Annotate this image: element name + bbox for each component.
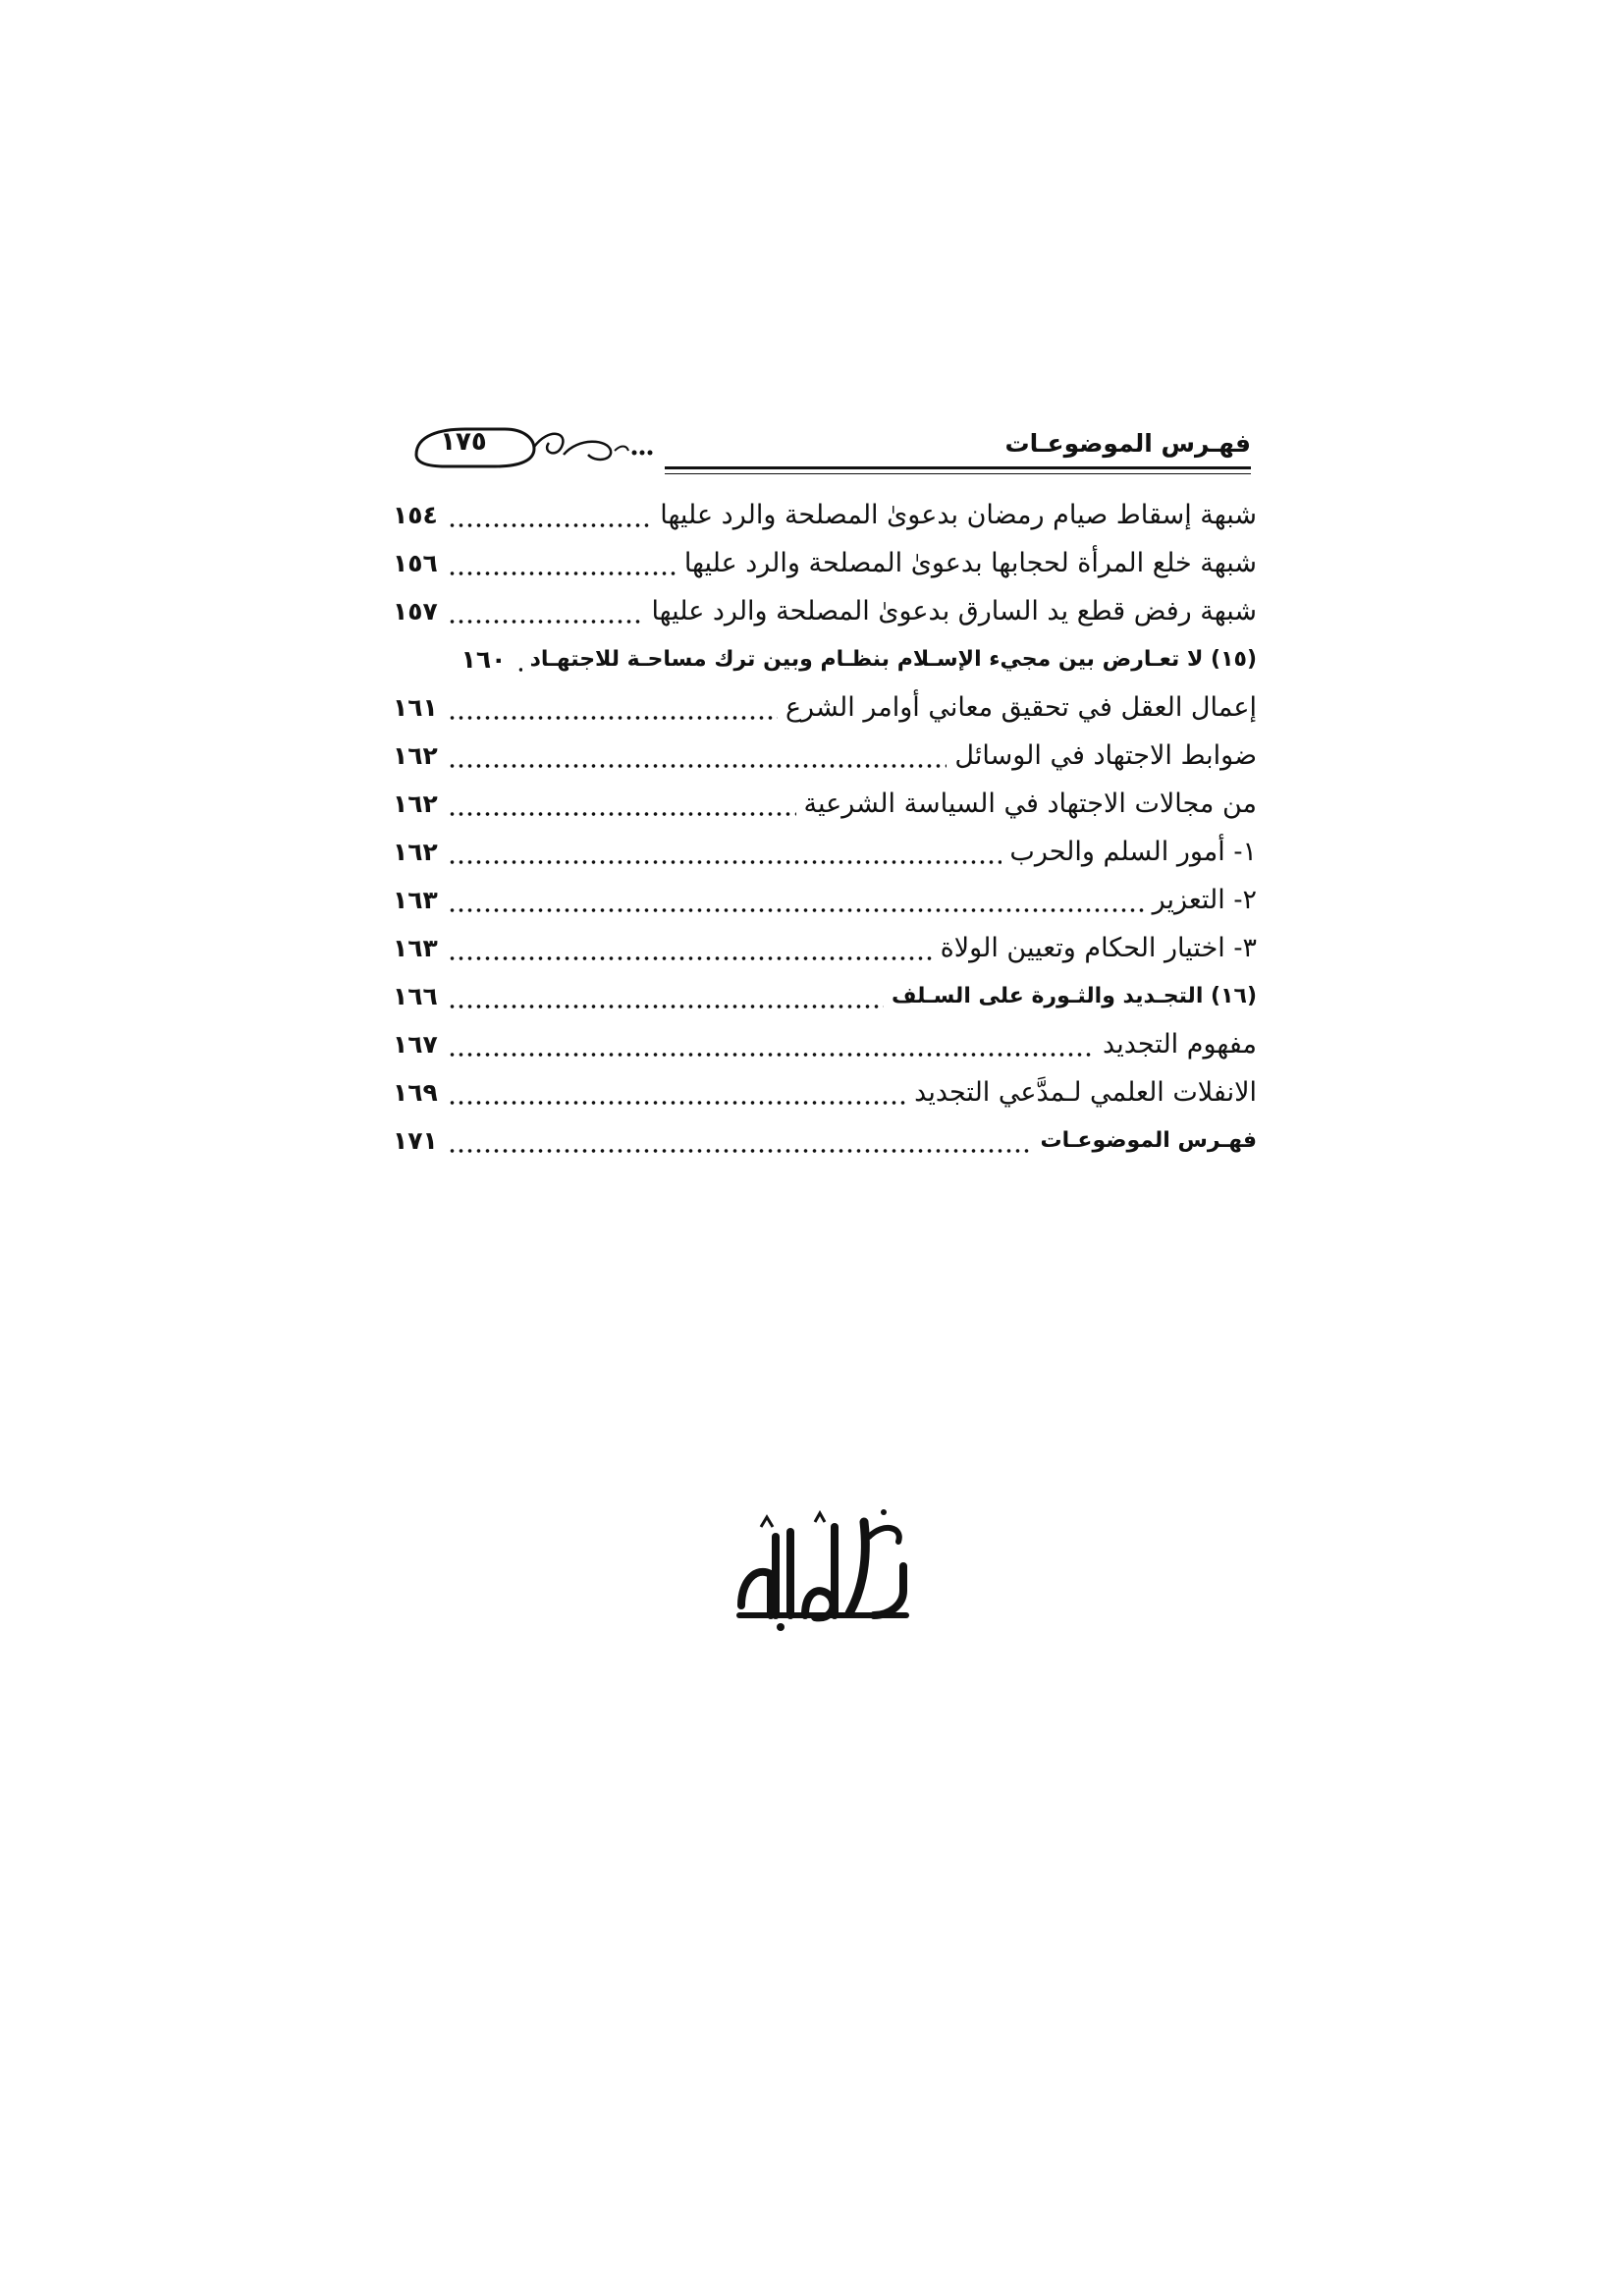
dot-leader	[448, 598, 643, 625]
toc-entry-page: ١٦٢	[393, 838, 438, 866]
dot-leader	[516, 646, 522, 673]
toc-entry-page: ١٦٦	[393, 982, 438, 1010]
toc-entry-page: ١٦٩	[393, 1078, 438, 1107]
closing-calligraphy	[722, 1497, 918, 1635]
page-number: ١٧٥	[440, 427, 487, 457]
toc-chapter	[393, 635, 1257, 683]
dot-leader	[448, 502, 652, 528]
table-of-contents	[393, 491, 1257, 1165]
dot-leader	[448, 1079, 906, 1106]
toc-chapter	[393, 1116, 1257, 1165]
toc-entry-page: ١٦٠	[460, 645, 507, 674]
toc-entry	[393, 491, 1257, 539]
dot-leader	[448, 742, 947, 769]
toc-entry	[393, 828, 1257, 876]
toc-entry-page: ١٦٣	[393, 886, 438, 914]
toc-entry	[393, 924, 1257, 972]
dot-leader	[448, 935, 933, 961]
dot-leader	[448, 839, 1001, 865]
dot-leader	[448, 1127, 1033, 1154]
toc-chapter-title: (١٦) التجـديد والثـورة على السـلف	[891, 984, 1257, 1008]
toc-entry-title: إعمال العقل في تحقيق معاني أوامر الشرع	[785, 692, 1257, 723]
page-header	[387, 417, 1251, 476]
toc-entry-page: ١٥٦	[393, 549, 438, 577]
toc-entry-title: مفهوم التجديد	[1103, 1029, 1257, 1060]
dot-leader	[448, 1031, 1095, 1058]
toc-entry-page: ١٦٢	[393, 789, 438, 818]
toc-entry-title: من مجالات الاجتهاد في السياسة الشرعية	[803, 789, 1257, 819]
toc-entry-page: ١٦٢	[393, 741, 438, 770]
dot-leader	[448, 983, 884, 1009]
toc-entry	[393, 732, 1257, 780]
toc-entry-title: شبهة رفض قطع يد السارق بدعوىٰ المصلحة والرد عليها	[651, 596, 1257, 626]
header-rule	[665, 466, 1251, 469]
toc-entry-title: شبهة إسقاط صيام رمضان بدعوىٰ المصلحة والرد عليها	[660, 500, 1257, 530]
toc-entry-page: ١٥٤	[393, 501, 438, 529]
toc-entry-title: ٢- التعزير	[1152, 885, 1257, 915]
toc-entry	[393, 780, 1257, 828]
toc-entry-title: شبهة خلع المرأة لحجابها بدعوىٰ المصلحة والرد عليها	[683, 548, 1257, 578]
toc-entry-title: ١- أمور السلم والحرب	[1009, 837, 1257, 867]
dot-leader	[448, 550, 677, 576]
toc-entry	[393, 876, 1257, 924]
header-rule-thin	[665, 473, 1251, 474]
toc-chapter-title: (١٥) لا تعـارض بين مجيء الإسـلام بنظـام وبين ترك مساحـة للاجتهـاد	[529, 647, 1257, 672]
toc-entry-page: ١٧١	[393, 1126, 438, 1155]
toc-entry-title: ٣- اختيار الحكام وتعيين الولاة	[940, 933, 1257, 963]
toc-entry-title: الانفلات العلمي لـمدَّعي التجديد	[914, 1077, 1257, 1108]
toc-entry	[393, 1068, 1257, 1116]
page-title: فهـرس الموضوعـات	[1004, 429, 1251, 458]
toc-entry	[393, 683, 1257, 732]
toc-entry	[393, 539, 1257, 587]
dot-leader	[448, 887, 1145, 913]
toc-entry-title: ضوابط الاجتهاد في الوسائل	[954, 740, 1257, 771]
toc-entry	[393, 587, 1257, 635]
toc-entry-page: ١٦٣	[393, 934, 438, 962]
dot-leader	[448, 790, 796, 817]
toc-entry	[393, 1020, 1257, 1068]
toc-chapter	[393, 972, 1257, 1020]
dot-leader	[448, 694, 778, 721]
toc-entry-page: ١٥٧	[393, 597, 438, 626]
toc-entry-page: ١٦٧	[393, 1030, 438, 1059]
toc-chapter-title: فهـرس الموضوعـات	[1040, 1128, 1257, 1153]
toc-entry-page: ١٦١	[393, 693, 438, 722]
